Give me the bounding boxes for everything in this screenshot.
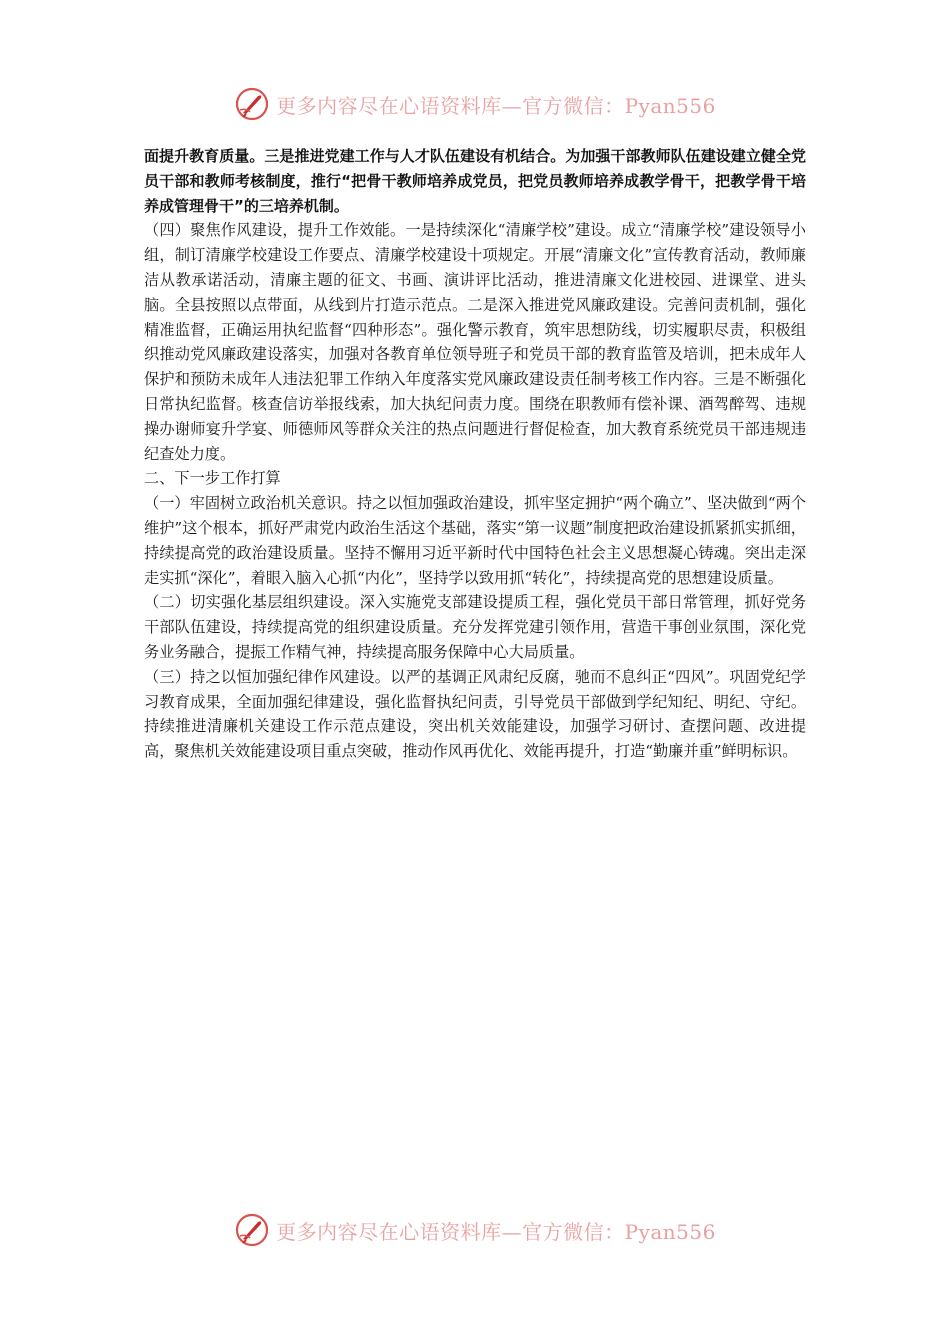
quill-logo-icon [234,86,270,122]
watermark-banner-top [0,84,950,124]
watermark-text: 更多内容尽在心语资料库—官方微信：Pyan556 [276,1219,716,1244]
quill-logo-icon [234,1212,270,1248]
paragraph: （四）聚焦作风建设，提升工作效能。一是持续深化“清廉学校”建设。成立“清廉学校”建设领导小组，制订清廉学校建设工作要点、清廉学校建设十项规定。开展“清廉文化”宣传教育活动，教师廉洁从教承诺活动，清廉主题的征文、书画、演讲评比活动，推进清廉文化进校园、进课堂、进头脑。全县按照以点带面，从线到片打造示范点。二是深入推进党风廉政建设。完善问责机制，强化精准监督，正确运用执纪监督“四种形态”。强化警示教育，筑牢思想防线，切实履职尽责，积极组织推动党风廉政建设落实，加强对各教育单位领导班子和党员干部的教育监管及培训，把未成年人保护和预防未成年人违法犯罪工作纳入年度落实党风廉政建设责任制考核工作内容。三是不断强化日常执纪监督。核查信访举报线索，加大执纪问责力度。围绕在职教师有偿补课、酒驾醉驾、违规操办谢师宴升学宴、师德师风等群众关注的热点问题进行督促检查，加大教育系统党员干部违规违纪查处力度。 [144,221,806,463]
paragraph: （一）牢固树立政治机关意识。持之以恒加强政治建设，抓牢坚定拥护“两个确立”、坚决做到“两个维护”这个根本，抓好严肃党内政治生活这个基础，落实“第一议题”制度把政治建设抓紧抓实抓细，持续提高党的政治建设质量。坚持不懈用习近平新时代中国特色社会主义思想凝心铸魂。突出走深走实抓“深化”，着眼入脑入心抓“内化”，坚持学以致用抓“转化”，持续提高党的思想建设质量。 [144,494,806,587]
paragraph: 面提升教育质量。三是推进党建工作与人才队伍建设有机结合。为加强干部教师队伍建设建立健全党员干部和教师考核制度，推行“把骨干教师培养成党员，把党员教师培养成教学骨干，把教学骨干培养成管理骨干”的三培养机制。 [144,147,806,215]
document-body [144,144,806,764]
watermark-text: 更多内容尽在心语资料库—官方微信：Pyan556 [276,93,716,118]
watermark-banner-bottom [0,1210,950,1250]
paragraph: （三）持之以恒加强纪律作风建设。以严的基调正风肃纪反腐，驰而不息纠正“四风”。巩固党纪学习教育成果，全面加强纪律建设，强化监督执纪问责，引导党员干部做到学纪知纪、明纪、守纪。持续推进清廉机关建设工作示范点建设，突出机关效能建设，加强学习研讨、查摆问题、改进提高，聚焦机关效能建设项目重点突破，推动作风再优化、效能再提升，打造“勤廉并重”鲜明标识。 [144,667,806,761]
section-heading: 二、下一步工作打算 [144,469,281,488]
paragraph: （二）切实强化基层组织建设。深入实施党支部建设提质工程，强化党员干部日常管理，抓好党务干部队伍建设，持续提高党的组织建设质量。充分发挥党建引领作用，营造干事创业氛围，深化党务业务融合，提振工作精气神，持续提高服务保障中心大局质量。 [144,593,806,661]
